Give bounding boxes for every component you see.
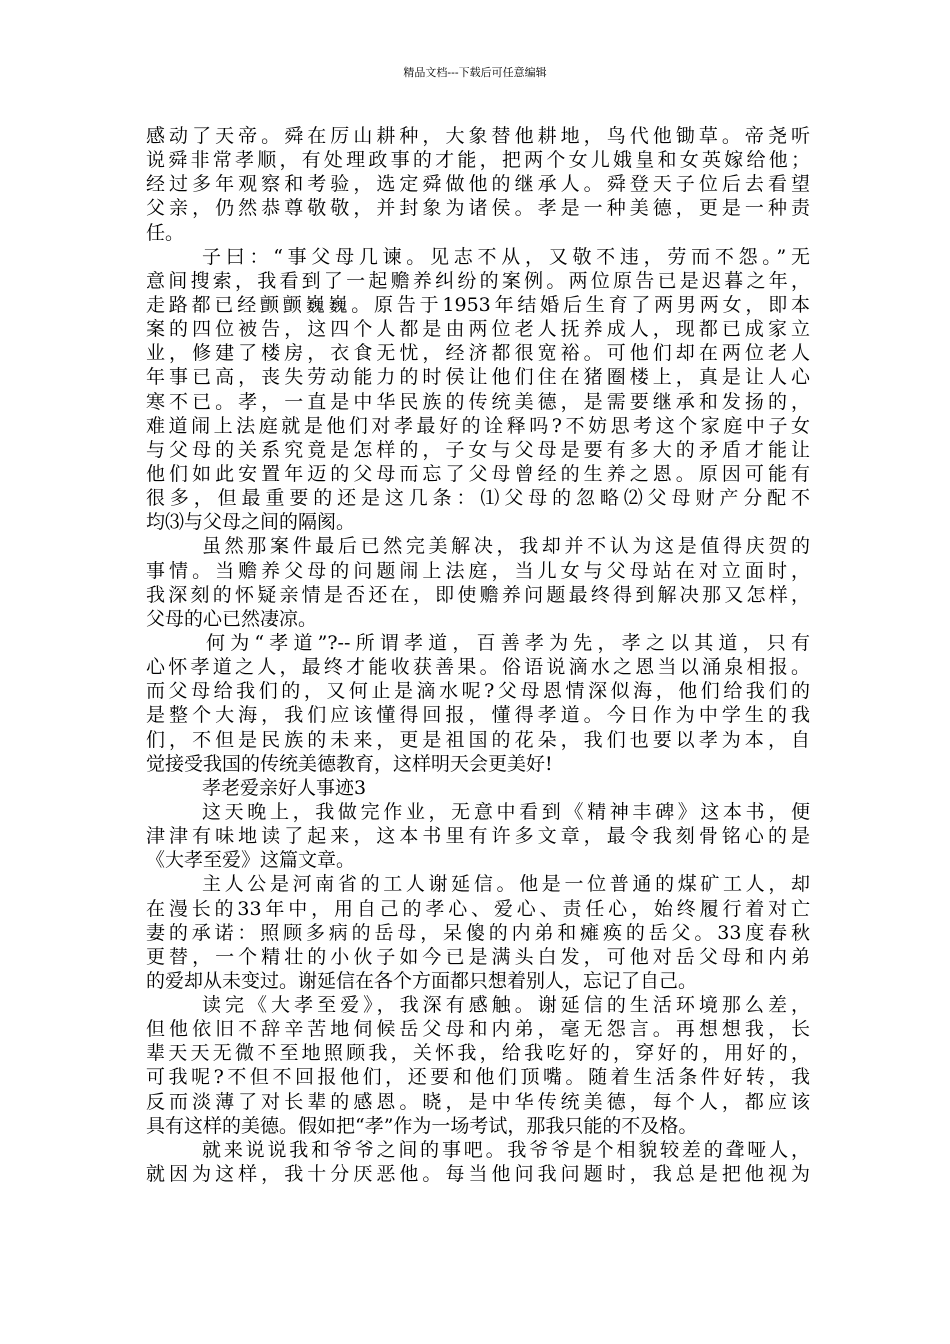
text-line: 经过多年观察和考验，选定舜做他的继承人。舜登天子位后去看望	[146, 173, 810, 196]
text-line: 觉接受我国的传统美德教育，这样明天会更美好!	[146, 752, 553, 775]
text-line: 与父母的关系究竟是怎样的，子女与父母是要有多大的矛盾才能让	[146, 438, 810, 461]
text-line: 父亲，仍然恭尊敬敬，并封象为诸侯。孝是一种美德，更是一种责	[146, 197, 810, 220]
text-line: 年事已高，丧失劳动能力的时侯让他们住在猪圈楼上，真是让人心	[146, 366, 810, 389]
text-line: 心怀孝道之人，最终才能收获善果。俗语说滴水之恩当以涌泉相报。	[146, 656, 810, 679]
text-line: 感动了天帝。舜在厉山耕种，大象替他耕地，鸟代他锄草。帝尧听	[146, 125, 810, 147]
text-line: 就来说说我和爷爷之间的事吧。我爷爷是个相貌较差的聋哑人，	[202, 1138, 810, 1161]
text-line: 业，修建了楼房，衣食无忧，经济都很宽裕。可他们却在两位老人	[146, 342, 810, 365]
text-line: 们，不但是民族的未来，更是祖国的花朵，我们也要以孝为本，自	[146, 728, 810, 751]
document-body	[146, 124, 810, 1186]
text-line: 《大孝至爱》这篇文章。	[146, 849, 356, 872]
text-line: 父母的心已然凄凉。	[146, 607, 318, 630]
text-line: 寒不已。孝，一直是中华民族的传统美德，是需要继承和发扬的，	[146, 390, 810, 413]
text-line: 辈天天无微不至地照顾我，关怀我，给我吃好的，穿好的，用好的，	[146, 1042, 810, 1065]
text-line: 孝老爱亲好人事迹3	[202, 776, 367, 799]
text-line: 而父母给我们的，又何止是滴水呢?父母恩情深似海，他们给我们的	[146, 680, 810, 703]
text-line: 均⑶与父母之间的隔阂。	[146, 511, 356, 534]
text-line: 案的四位被告，这四个人都是由两位老人抚养成人，现都已成家立	[146, 318, 810, 341]
text-line: 虽然那案件最后已然完美解决，我却并不认为这是值得庆贺的	[202, 535, 810, 558]
text-line: 走路都已经颤颤巍巍。原告于1953年结婚后生育了两男两女，即本	[146, 293, 810, 316]
text-line: 津津有味地读了起来，这本书里有许多文章，最令我刻骨铭心的是	[146, 825, 810, 848]
text-line: 的爱却从未变过。谢延信在各个方面都只想着别人，忘记了自己。	[146, 969, 698, 992]
text-line: 说舜非常孝顺，有处理政事的才能，把两个女儿娥皇和女英嫁给他；	[146, 149, 810, 172]
text-line: 意间搜索，我看到了一起赡养纠纷的案例。两位原告已是迟暮之年，	[146, 269, 810, 292]
text-line: 具有这样的美德。假如把“孝”作为一场考试，那我只能的不及格。	[146, 1114, 698, 1137]
text-line: 很多，但最重要的还是这几条：⑴父母的忽略⑵父母财产分配不	[146, 487, 810, 510]
text-line: 子曰：“事父母几谏。见志不从，又敬不违，劳而不怨。”无	[202, 245, 810, 268]
text-line: 任。	[146, 221, 185, 244]
text-line: 我深刻的怀疑亲情是否还在，即使赡养问题最终得到解决那又怎样，	[146, 583, 810, 606]
text-line: 读完《大孝至爱》，我深有感触。谢延信的生活环境那么差，	[202, 994, 810, 1017]
text-line: 主人公是河南省的工人谢延信。他是一位普通的煤矿工人，却	[202, 873, 810, 896]
page-header: 精品文档---下载后可任意编辑	[403, 66, 547, 79]
text-line: 可我呢?不但不回报他们，还要和他们顶嘴。随着生活条件好转，我	[146, 1066, 810, 1089]
text-line: 何为“孝道”?--所谓孝道，百善孝为先，孝之以其道，只有	[206, 631, 810, 654]
text-line: 但他依旧不辞辛苦地伺候岳父母和内弟，毫无怨言。再想想我，长	[146, 1018, 810, 1041]
text-line: 反而淡薄了对长辈的感恩。晓，是中华传统美德，每个人，都应该	[146, 1090, 810, 1113]
text-line: 更替，一个精壮的小伙子如今已是满头白发，可他对岳父母和内弟	[146, 945, 810, 968]
text-line: 他们如此安置年迈的父母而忘了父母曾经的生养之恩。原因可能有	[146, 462, 810, 485]
text-line: 就因为这样，我十分厌恶他。每当他问我问题时，我总是把他视为	[146, 1163, 810, 1186]
text-line: 妻的承诺：照顾多病的岳母，呆傻的内弟和瘫痪的岳父。33度春秋	[146, 921, 810, 944]
text-line: 事情。当赡养父母的问题闹上法庭，当儿女与父母站在对立面时，	[146, 559, 810, 582]
text-line: 这天晚上，我做完作业，无意中看到《精神丰碑》这本书，便	[202, 800, 810, 823]
text-line: 在漫长的33年中，用自己的孝心、爱心、责任心，始终履行着对亡	[146, 897, 810, 920]
text-line: 是整个大海，我们应该懂得回报，懂得孝道。今日作为中学生的我	[146, 704, 810, 727]
text-line: 难道闹上法庭就是他们对孝最好的诠释吗?不妨思考这个家庭中子女	[146, 414, 810, 437]
